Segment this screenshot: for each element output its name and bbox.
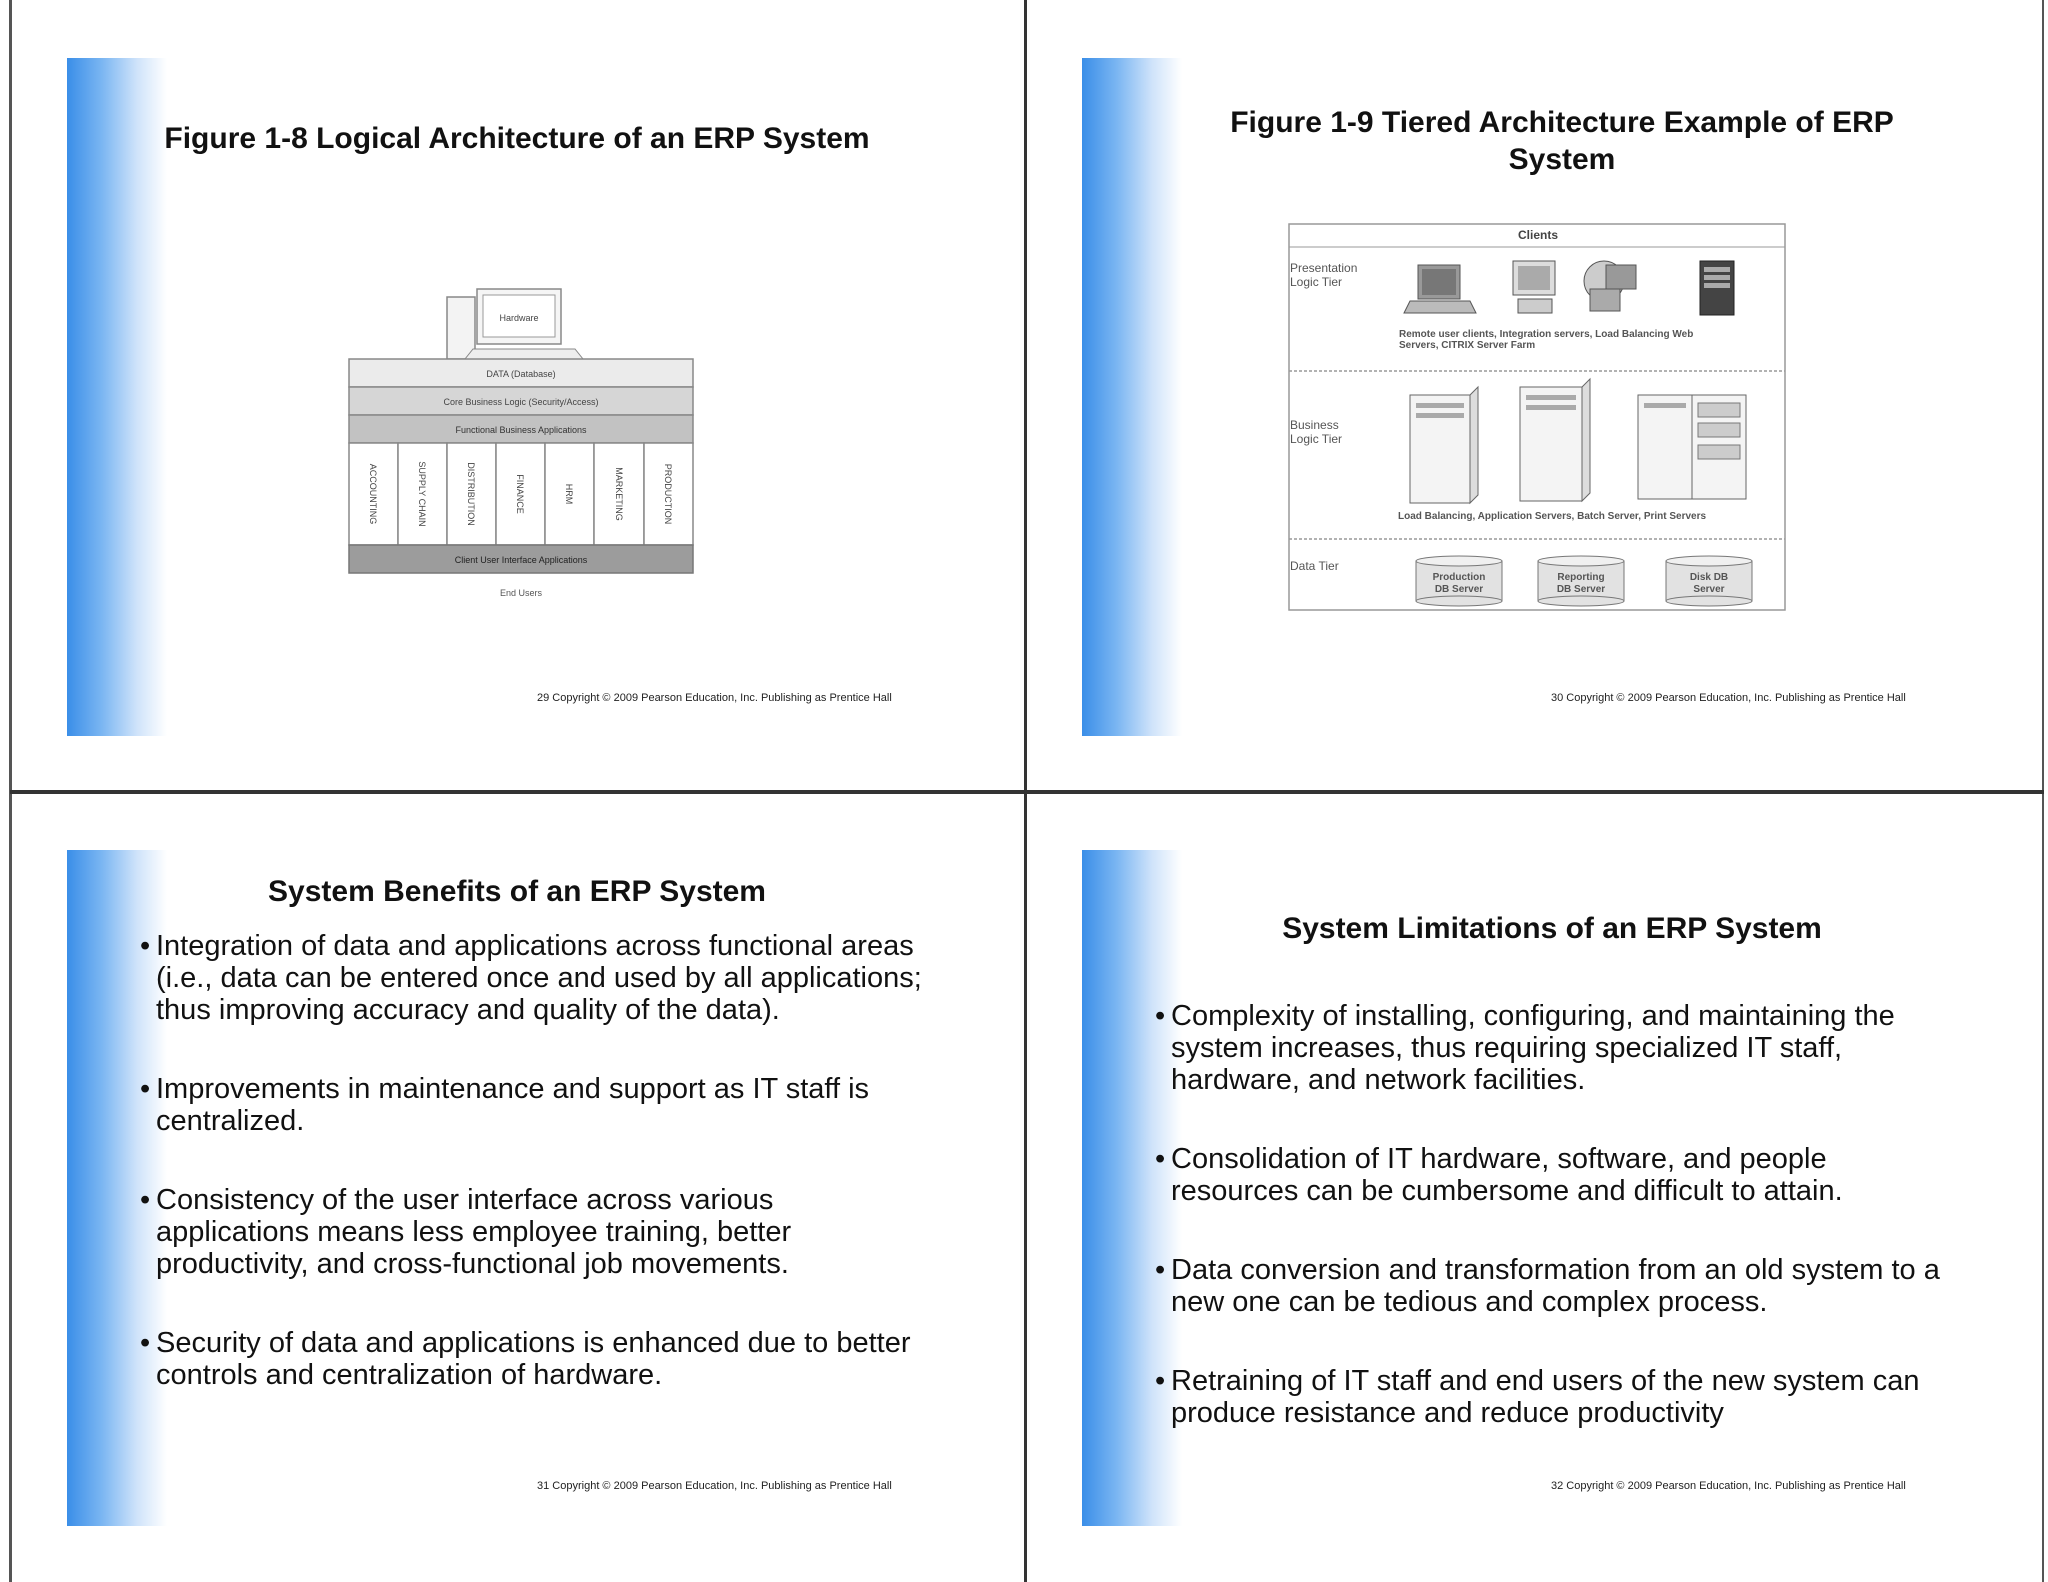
bullet-item: • Data conversion and transformation from an old system to a new one can be tedious and complex process. xyxy=(1155,1254,1940,1318)
module-label: PRODUCTION xyxy=(663,463,673,525)
module-label: HRM xyxy=(564,483,574,505)
print-server-rack-icon xyxy=(1638,395,1746,499)
clients-label: Clients xyxy=(1517,228,1559,242)
bullet-item: • Security of data and applications is enhanced due to better controls and centralization of hardware. xyxy=(140,1327,911,1391)
slide-30-body xyxy=(1082,58,1982,736)
slide-32 xyxy=(1027,794,2042,1582)
module-label: DISTRIBUTION xyxy=(466,462,476,526)
module-label: MARKETING xyxy=(614,467,624,521)
slide-gradient-bar xyxy=(67,58,167,736)
end-users-label: End Users xyxy=(499,588,543,598)
slide-footer: 30 Copyright © 2009 Pearson Education, Inc. Publishing as Prentice Hall xyxy=(1551,692,1906,704)
data-tier-label: Data Tier xyxy=(1290,559,1339,573)
bullet-item: • Integration of data and applications across functional areas (i.e., data can be entered once and used by all applications; thus improving accuracy and quality of the data). xyxy=(140,930,922,1026)
web-server-icon xyxy=(1700,261,1734,315)
bullet-list xyxy=(1140,1000,1940,1476)
slide-gradient-bar xyxy=(1082,58,1182,736)
presentation-caption: Remote user clients, Integration servers, Load Balancing Web Servers, CITRIX Server Farm xyxy=(1399,329,1694,351)
slide-footer: 31 Copyright © 2009 Pearson Education, Inc. Publishing as Prentice Hall xyxy=(537,1480,892,1492)
db-server-label: Reporting DB Server xyxy=(1556,572,1606,595)
bullet-item: • Complexity of installing, configuring, and maintaining the system increases, thus requiring specialized IT staff, hardware, and network facilities. xyxy=(1155,1000,1895,1096)
grid-horizontal-divider xyxy=(10,790,2044,794)
slide-30 xyxy=(1027,0,2042,792)
slide-title: Figure 1-9 Tiered Architecture Example of ERP System xyxy=(1230,106,1894,176)
slide-32-body xyxy=(1082,850,1982,1526)
db-server-label: Production DB Server xyxy=(1432,572,1486,595)
slide-29-body xyxy=(67,58,967,736)
layer-client-label: Client User Interface Applications xyxy=(454,555,588,565)
bullet-item: • Retraining of IT staff and end users of the new system can produce resistance and reduce productivity xyxy=(1155,1365,1920,1429)
db-server-label: Disk DB Server xyxy=(1689,572,1729,595)
hardware-keyboard xyxy=(465,349,583,359)
slide-title: System Benefits of an ERP System xyxy=(268,875,766,908)
slide-title: System Limitations of an ERP System xyxy=(1282,912,1822,945)
hardware-tower xyxy=(447,297,475,359)
slide-29 xyxy=(12,0,1025,792)
slide-footer: 29 Copyright © 2009 Pearson Education, Inc. Publishing as Prentice Hall xyxy=(537,692,892,704)
bullet-list xyxy=(125,930,925,1438)
bullet-item: • Improvements in maintenance and support as IT staff is centralized. xyxy=(140,1073,870,1137)
slide-title: Figure 1-8 Logical Architecture of an ERP System xyxy=(164,122,870,155)
bullet-item: • Consistency of the user interface across various applications means less employee training, better productivity, and cross-functional job movements. xyxy=(140,1184,792,1280)
layer-core-label: Core Business Logic (Security/Access) xyxy=(443,397,599,407)
business-tier-label: Business Logic Tier xyxy=(1290,418,1343,446)
module-label: ACCOUNTING xyxy=(368,463,378,525)
desktop-pc-icon xyxy=(1513,261,1555,313)
presentation-tier-label: Presentation Logic Tier xyxy=(1290,261,1358,289)
layer-functional-label: Functional Business Applications xyxy=(455,425,587,435)
layer-data-label: DATA (Database) xyxy=(486,369,556,379)
bullet-item: • Consolidation of IT hardware, software, and people resources can be cumbersome and difficult to attain. xyxy=(1155,1143,1843,1207)
application-server-icon xyxy=(1410,387,1478,503)
logical-architecture-diagram xyxy=(347,283,697,613)
hardware-label: Hardware xyxy=(499,313,539,323)
batch-server-icon xyxy=(1520,379,1590,501)
module-label: SUPPLY CHAIN xyxy=(417,461,427,527)
business-caption: Load Balancing, Application Servers, Batch Server, Print Servers xyxy=(1398,511,1707,522)
module-label: FINANCE xyxy=(515,474,525,514)
tiered-architecture-diagram xyxy=(1288,223,1788,613)
slide-31 xyxy=(12,794,1025,1582)
slide-31-body xyxy=(67,850,967,1526)
slide-footer: 32 Copyright © 2009 Pearson Education, Inc. Publishing as Prentice Hall xyxy=(1551,1480,1906,1492)
